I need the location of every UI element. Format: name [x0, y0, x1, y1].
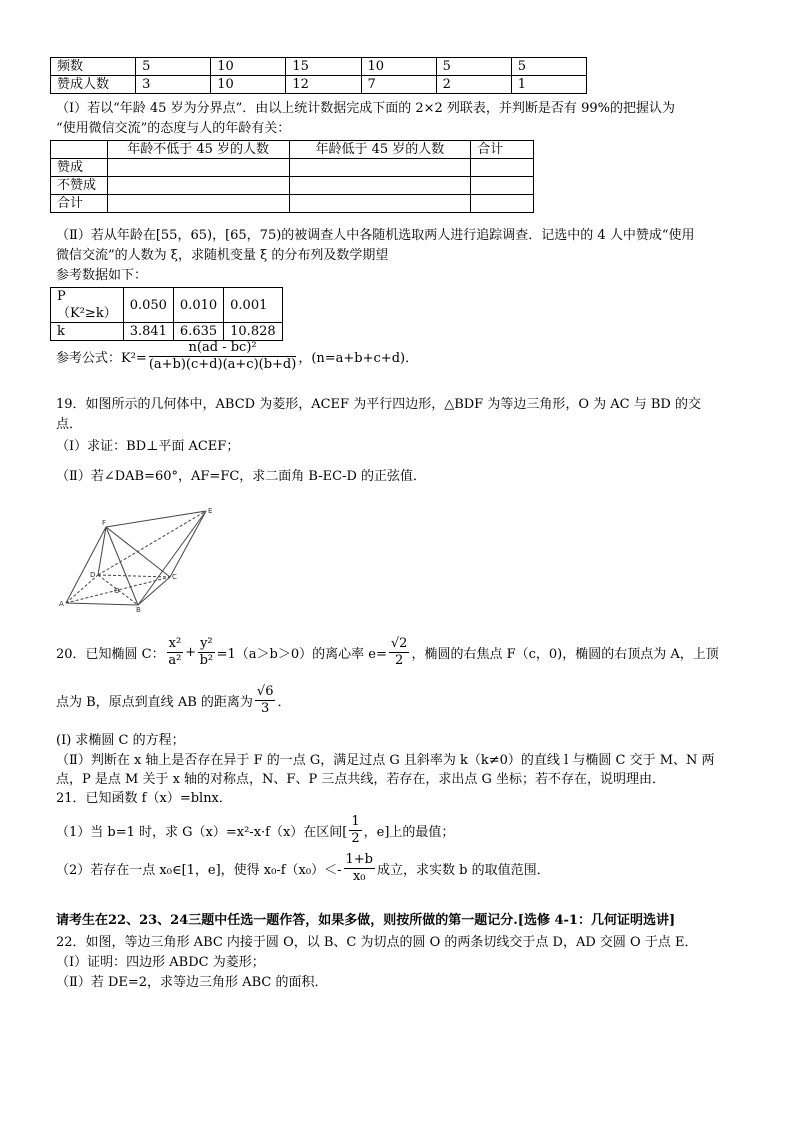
reference-formula	[56, 340, 418, 373]
frequency-table	[50, 57, 587, 94]
q21-part2	[56, 852, 550, 885]
elective-notice: 请考生在22、23、24三题中任选一题作答，如果多做，则按所做的第一题记分.[选修 4-1：几何证明选讲]	[56, 913, 676, 928]
plus-sign: +	[185, 645, 197, 660]
label-E: E	[208, 507, 213, 515]
q20-line2	[56, 684, 290, 717]
contingency-table	[50, 140, 534, 213]
q20-text: 20．已知椭圆 C：	[56, 647, 165, 662]
table-cell: P（K²≥k）	[51, 288, 124, 323]
formula-suffix: ，(n=a+b+c+d)．	[298, 351, 419, 366]
numerator: √2	[390, 636, 408, 651]
table-row	[51, 159, 534, 177]
q18-part1-line2: “使用微信交流”的态度与人的年龄有关：	[56, 121, 291, 136]
q20-text: ，椭圆的右焦点 F（c，0)，椭圆的右顶点为 A，上顶	[411, 647, 719, 662]
q20-part2-line1: （Ⅱ）判断在 x 轴上是否存在异于 F 的一点 G，满足过点 G 且斜率为 k（k≠0）的直线 l 与椭圆 C 交于 M、N 两	[56, 753, 715, 768]
table-row	[51, 177, 534, 195]
formula-denominator: (a+b)(c+d)(a+c)(b+d)	[148, 357, 297, 372]
fraction-x2-a2	[167, 636, 184, 669]
table-cell: 15	[286, 58, 361, 76]
q20-text: 点为 B，原点到直线 AB 的距离为	[56, 695, 253, 710]
row-label: 合计	[51, 195, 108, 213]
formula-numerator: n(ad - bc)²	[149, 340, 297, 357]
table-row	[51, 195, 534, 213]
label-F: F	[102, 519, 107, 527]
denominator: a²	[168, 653, 182, 668]
q21-text: 成立，求实数 b 的取值范围．	[377, 863, 550, 878]
table-row	[51, 323, 283, 341]
q21-part1	[56, 814, 454, 847]
table-cell: 2	[436, 76, 511, 94]
denominator: 3	[261, 701, 270, 716]
q19-line2: 点．	[56, 417, 83, 432]
q19-part1: （Ⅰ）求证：BD⊥平面 ACEF；	[56, 439, 240, 454]
q18-part1-line1: （Ⅰ）若以“年龄 45 岁为分界点”．由以上统计数据完成下面的 2×2 列联表，并判断是否有 99%的把握认为	[56, 101, 675, 116]
formula-fraction	[149, 340, 297, 373]
table-cell: 频数	[51, 58, 136, 76]
row-label: 不赞成	[51, 177, 108, 195]
fraction-sqrt2-2	[389, 636, 410, 669]
fraction-1b-x0	[344, 852, 376, 885]
fraction-sqrt6-3	[255, 684, 276, 717]
q22-part1: （Ⅰ）证明：四边形 ABDC 为菱形；	[56, 955, 265, 970]
label-C: C	[172, 573, 177, 581]
q20-part1: (Ⅰ) 求椭圆 C 的方程；	[56, 733, 185, 748]
q21-text: （2）若存在一点 x₀∈[1，e]，使得 x₀-f（x₀）＜-	[56, 863, 342, 878]
q21-text: （1）当 b=1 时，求 G（x）=x²-x·f（x）在区间[	[56, 825, 348, 840]
q21-text: ，e]上的最值；	[363, 825, 455, 840]
table-header	[51, 141, 108, 159]
critical-value-table	[50, 287, 283, 341]
denominator: b²	[199, 653, 214, 668]
table-header: 年龄低于 45 岁的人数	[289, 141, 471, 159]
numerator: √6	[256, 684, 274, 699]
table-row	[51, 76, 587, 94]
label-B: B	[136, 606, 141, 613]
q20-text: =1（a＞b＞0）的离心率 e=	[216, 647, 387, 662]
table-cell: 7	[361, 76, 436, 94]
table-cell: 5	[436, 58, 511, 76]
denominator: 2	[351, 831, 360, 846]
table-cell: 5	[136, 58, 211, 76]
label-D: D	[90, 571, 96, 579]
q22-part2: （Ⅱ）若 DE=2，求等边三角形 ABC 的面积．	[56, 975, 328, 990]
row-label: 赞成	[51, 159, 108, 177]
table-cell: 0.050	[123, 288, 173, 323]
q20-text: ．	[277, 695, 291, 710]
table-header: 年龄不低于 45 岁的人数	[107, 141, 289, 159]
fraction-one-half	[349, 814, 361, 847]
table-cell: 3	[136, 76, 211, 94]
table-cell: 5	[511, 58, 586, 76]
label-O: O	[114, 587, 120, 595]
fraction-y2-b2	[198, 636, 215, 669]
table-cell: 0.010	[173, 288, 223, 323]
label-A: A	[59, 600, 64, 608]
numerator: 1	[351, 814, 360, 829]
table-cell: 10	[211, 76, 286, 94]
table-cell: 10	[361, 58, 436, 76]
numerator: x²	[168, 636, 182, 651]
geometry-figure	[58, 505, 218, 613]
table-row	[51, 288, 283, 323]
q18-part2-line1: （Ⅱ）若从年龄在[55，65)，[65，75)的被调查人中各随机选取两人进行追踪调查．记选中的 4 人中赞成“使用	[56, 228, 695, 243]
formula-prefix: 参考公式：K²=	[56, 351, 147, 366]
q21-line1: 21．已知函数 f（x）=blnx．	[56, 791, 232, 806]
table-cell: 赞成人数	[51, 76, 136, 94]
table-cell: 0.001	[224, 288, 283, 323]
table-cell: 6.635	[173, 323, 223, 341]
numerator: y²	[200, 636, 213, 651]
q18-part2-line2: 微信交流”的人数为 ξ，求随机变量 ξ 的分布列及数学期望	[56, 248, 389, 263]
table-cell: 1	[511, 76, 586, 94]
denominator: 2	[395, 653, 404, 668]
table-cell: 3.841	[123, 323, 173, 341]
q22-line1: 22．如图，等边三角形 ABC 内接于圆 O，以 B、C 为切点的圆 O 的两条切线交于点 D，AD 交圆 O 于点 E．	[56, 935, 698, 950]
table-row	[51, 58, 587, 76]
q19-line1: 19．如图所示的几何体中，ABCD 为菱形，ACEF 为平行四边形，△BDF 为等边三角形，O 为 AC 与 BD 的交	[56, 397, 701, 412]
numerator: 1+b	[345, 852, 373, 867]
reference-data-title: 参考数据如下：	[56, 268, 148, 283]
table-cell: 12	[286, 76, 361, 94]
table-cell: 10.828	[224, 323, 283, 341]
q20-part2-line2: 点，P 是点 M 关于 x 轴的对称点，N、F、P 三点共线，若存在，求出点 G 坐标；若不存在，说明理由．	[56, 772, 665, 787]
denominator: x₀	[352, 869, 366, 884]
table-row	[51, 141, 534, 159]
q20-line1	[56, 636, 719, 669]
table-header: 合计	[471, 141, 534, 159]
table-cell: 10	[211, 58, 286, 76]
table-cell: k	[51, 323, 124, 341]
q19-part2: （Ⅱ）若∠DAB=60°，AF=FC，求二面角 B-EC-D 的正弦值．	[56, 469, 426, 484]
